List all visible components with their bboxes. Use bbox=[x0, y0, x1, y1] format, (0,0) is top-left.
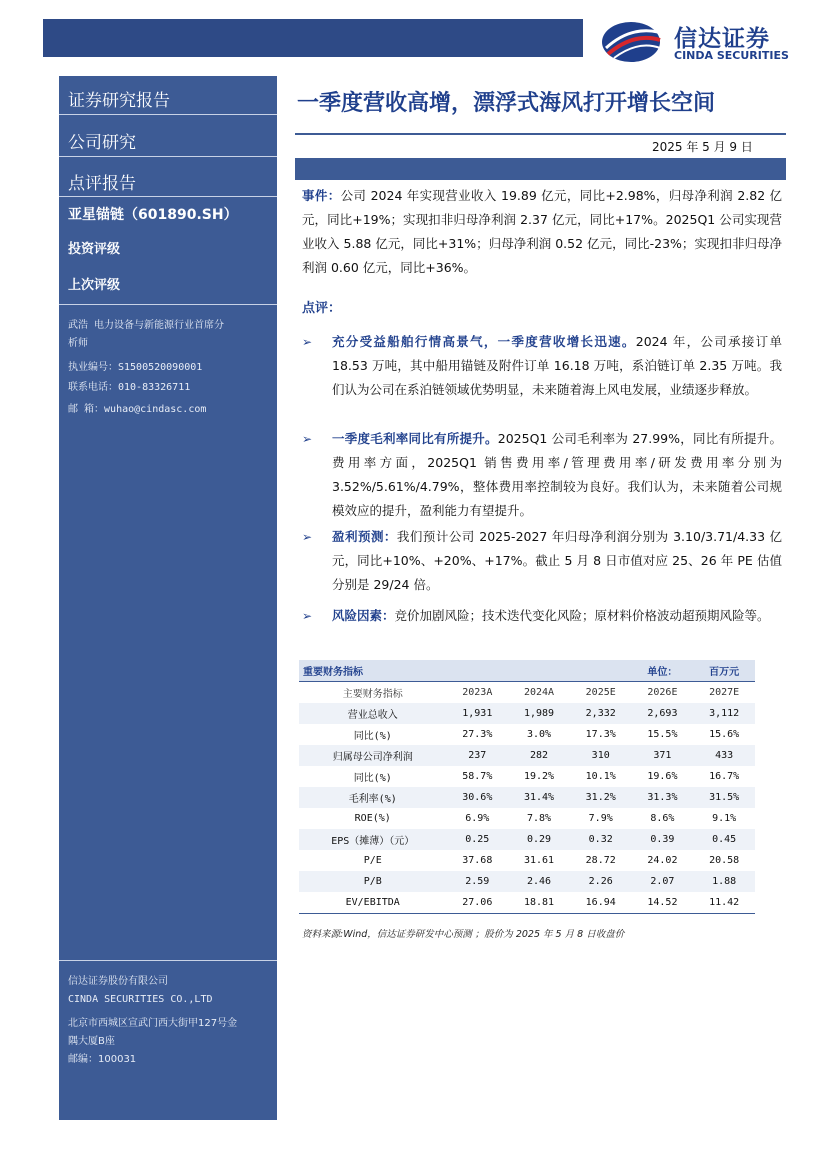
table-row bbox=[299, 871, 755, 892]
logo-text-cn: 信达证券 bbox=[674, 26, 770, 52]
header-bar bbox=[43, 19, 583, 57]
table-row-label: 毛利率(%) bbox=[299, 787, 446, 808]
rating-label: 投资评级 bbox=[68, 242, 121, 257]
cinda-logo-icon bbox=[600, 18, 666, 66]
footer-company-cn: 信达证券股份有限公司 bbox=[68, 976, 168, 987]
bullet-text: 我们预计公司 2025-2027 年归母净利润分别为 3.10/3.71/4.33 亿元，同比+10%、+20%、+17%。截止 5 月 8 日市值对应 25、26 年 PE 估值分别是 29/24 倍。 bbox=[332, 529, 782, 592]
table-cell: 2,332 bbox=[570, 703, 632, 724]
table-source-note: 资料来源:Wind，信达证券研发中心预测 ；股价为 2025 年 5 月 8 日收盘价 bbox=[302, 929, 625, 940]
sidebar bbox=[59, 76, 277, 1120]
section-strip bbox=[295, 158, 786, 180]
unit-label: 单位： bbox=[632, 660, 694, 682]
table-cell: 7.9% bbox=[588, 813, 613, 824]
table-cell: 2.59 bbox=[446, 871, 508, 892]
bullet-text: 2024 年，公司承接订单 18.53 万吨，其中船用锚链及附件订单 16.18 万吨，系泊链订单 2.35 万吨。我们认为公司在系泊链领域优势明显，未来随着海上风电发展，业绩逐步释放。 bbox=[332, 334, 782, 397]
table-cell: 31.3% bbox=[632, 787, 694, 808]
prev-rating-label: 上次评级 bbox=[68, 278, 121, 293]
table-cell: 31.61 bbox=[523, 855, 555, 866]
table-row-label: P/B bbox=[299, 871, 446, 892]
table-cell: 0.39 bbox=[632, 829, 694, 850]
table-cell: 2.46 bbox=[508, 871, 570, 892]
table-row bbox=[299, 766, 755, 787]
table-row bbox=[299, 808, 755, 829]
arrow-bullet-icon: ➢ bbox=[302, 335, 313, 349]
table-row-label: 营业总收入 bbox=[299, 703, 446, 724]
cinda-logo bbox=[600, 18, 800, 66]
table-cell: 2.07 bbox=[632, 871, 694, 892]
analyst-email[interactable]: wuhao@cindasc.com bbox=[104, 404, 207, 415]
table-cell: 27.3% bbox=[462, 729, 493, 740]
table-cell: 20.58 bbox=[709, 855, 740, 866]
bullet-text: 2025Q1 公司毛利率为 27.99%，同比有所提升。费用率方面，2025Q1 销售费用率/管理费用率/研发费用率分别为 3.52%/5.61%/4.79%，整体费用率控制较为良好。我们认为，未来随着公司规模效应的提升，盈利能力有望提升。 bbox=[332, 431, 782, 518]
footer-postcode: 邮编：100031 bbox=[68, 1054, 137, 1065]
table-row bbox=[299, 829, 755, 850]
analyst-license: 执业编号：S1500520090001 bbox=[68, 362, 203, 373]
bullet-heading: 一季度毛利率同比有所提升。 bbox=[332, 431, 498, 446]
table-cell: 1,931 bbox=[446, 703, 508, 724]
table-body bbox=[299, 703, 755, 914]
table-cell: 9.1% bbox=[712, 813, 737, 824]
analyst-phone: 联系电话：010-83326711 bbox=[68, 382, 191, 393]
report-date: 2025 年 5 月 9 日 bbox=[652, 140, 753, 154]
table-row bbox=[299, 787, 755, 808]
table-cell: 1.88 bbox=[693, 871, 755, 892]
table-cell: 24.02 bbox=[647, 855, 678, 866]
table-cell: 0.25 bbox=[446, 829, 508, 850]
title-underline bbox=[295, 133, 786, 135]
table-cell: 10.1% bbox=[585, 771, 616, 782]
table-header: 2026E bbox=[647, 687, 678, 698]
event-label: 事件： bbox=[302, 188, 341, 203]
footer-address-line1: 北京市西城区宣武门西大街甲127号金 bbox=[68, 1018, 238, 1029]
arrow-bullet-icon: ➢ bbox=[302, 530, 313, 544]
table-row-label: 同比(%) bbox=[353, 731, 392, 742]
table-cell: 7.8% bbox=[526, 813, 552, 824]
divider bbox=[59, 114, 277, 115]
table-row bbox=[299, 745, 755, 766]
table-cell: 0.45 bbox=[693, 829, 755, 850]
divider bbox=[59, 960, 277, 961]
table-header-row bbox=[299, 682, 755, 704]
table-cell: 237 bbox=[446, 745, 508, 766]
table-row bbox=[299, 703, 755, 724]
table-header: 2023A bbox=[462, 687, 493, 698]
table-cell: 6.9% bbox=[465, 813, 490, 824]
footer-company-en: CINDA SECURITIES CO.,LTD bbox=[68, 994, 213, 1005]
table-cell: 2,693 bbox=[632, 703, 694, 724]
footer-address-line2: 隅大厦B座 bbox=[68, 1036, 115, 1047]
table-cell: 282 bbox=[508, 745, 570, 766]
table-title-row bbox=[299, 660, 755, 682]
table-cell: 58.7% bbox=[462, 771, 493, 782]
bullet-text: 竞价加剧风险；技术迭代变化风险；原材料价格波动超预期风险等。 bbox=[394, 608, 770, 623]
report-type: 证券研究报告 bbox=[68, 91, 170, 111]
table-cell: 14.52 bbox=[647, 897, 678, 908]
table-cell: 1,989 bbox=[508, 703, 570, 724]
table-cell: 19.6% bbox=[647, 771, 678, 782]
table-cell: 31.4% bbox=[508, 787, 570, 808]
report-title: 一季度营收高增，漂浮式海风打开增长空间 bbox=[297, 91, 716, 116]
table-cell: 2.26 bbox=[570, 871, 632, 892]
analyst-title: 析师 bbox=[68, 338, 88, 349]
table-row-label: 归属母公司净利润 bbox=[299, 745, 446, 766]
table-cell: 310 bbox=[570, 745, 632, 766]
table-row-label: 同比(%) bbox=[353, 773, 392, 784]
unit-value: 百万元 bbox=[693, 660, 755, 682]
table-cell: 3,112 bbox=[693, 703, 755, 724]
analyst-name: 武浩 电力设备与新能源行业首席分 bbox=[68, 320, 225, 331]
table-row bbox=[299, 850, 755, 871]
arrow-bullet-icon: ➢ bbox=[302, 432, 313, 446]
table-cell: 31.2% bbox=[570, 787, 632, 808]
report-category: 公司研究 bbox=[68, 133, 136, 153]
table-cell: 37.68 bbox=[462, 855, 493, 866]
table-row-label: ROE(%) bbox=[354, 813, 391, 824]
table-cell: 16.94 bbox=[585, 897, 616, 908]
table-cell: 19.2% bbox=[523, 771, 555, 782]
table-cell: 11.42 bbox=[709, 897, 740, 908]
table-row-label: EV/EBITDA bbox=[345, 897, 400, 908]
email-label: 邮 箱： bbox=[68, 404, 105, 415]
table-title: 重要财务指标 bbox=[299, 660, 632, 682]
report-subcategory: 点评报告 bbox=[68, 174, 136, 194]
table-cell: 433 bbox=[693, 745, 755, 766]
event-text: 公司 2024 年实现营业收入 19.89 亿元，同比+2.98%，归母净利润 2.82 亿元，同比+19%；实现扣非归母净利润 2.37 亿元，同比+17%。2025Q1 公司实现营业收入 5.88 亿元，同比+31%；归母净利润 0.52 亿元，同比-23%；实现扣非归母净利润 0.60 亿元，同比+36%。 bbox=[302, 188, 782, 275]
table-cell: 30.6% bbox=[446, 787, 508, 808]
table-cell: 28.72 bbox=[585, 855, 616, 866]
table-cell: 3.0% bbox=[526, 729, 552, 740]
table-cell: 16.7% bbox=[709, 771, 740, 782]
table-header: 2024A bbox=[523, 687, 555, 698]
table-cell: 27.06 bbox=[462, 897, 493, 908]
table-cell: 0.29 bbox=[508, 829, 570, 850]
divider bbox=[59, 304, 277, 305]
arrow-bullet-icon: ➢ bbox=[302, 609, 313, 623]
table-row-label: P/E bbox=[363, 855, 382, 866]
table-header: 主要财务指标 bbox=[342, 689, 403, 700]
analyst-email-row bbox=[68, 400, 206, 415]
table-header: 2025E bbox=[585, 687, 616, 698]
comment-label: 点评： bbox=[302, 301, 342, 316]
table-row bbox=[299, 724, 755, 745]
table-row-label: EPS（摊薄）（元） bbox=[299, 829, 446, 850]
logo-text-en: CINDA SECURITIES bbox=[674, 49, 789, 62]
table-cell: 8.6% bbox=[650, 813, 675, 824]
financial-table bbox=[299, 660, 755, 914]
bullet-heading: 充分受益船舶行情高景气，一季度营收增长迅速。 bbox=[332, 334, 636, 349]
table-cell: 18.81 bbox=[523, 897, 555, 908]
table-header: 2027E bbox=[709, 687, 740, 698]
bullet-heading: 盈利预测： bbox=[332, 529, 397, 544]
table-cell: 371 bbox=[632, 745, 694, 766]
table-cell: 15.6% bbox=[709, 729, 740, 740]
table-cell: 15.5% bbox=[647, 729, 678, 740]
table-cell: 31.5% bbox=[693, 787, 755, 808]
company-name: 亚星锚链（601890.SH） bbox=[68, 207, 238, 223]
table-row bbox=[299, 892, 755, 914]
bullet-heading: 风险因素： bbox=[332, 608, 395, 623]
divider bbox=[59, 196, 277, 197]
table-cell: 0.32 bbox=[570, 829, 632, 850]
divider bbox=[59, 156, 277, 157]
event-paragraph bbox=[302, 184, 782, 280]
table-cell: 17.3% bbox=[585, 729, 616, 740]
